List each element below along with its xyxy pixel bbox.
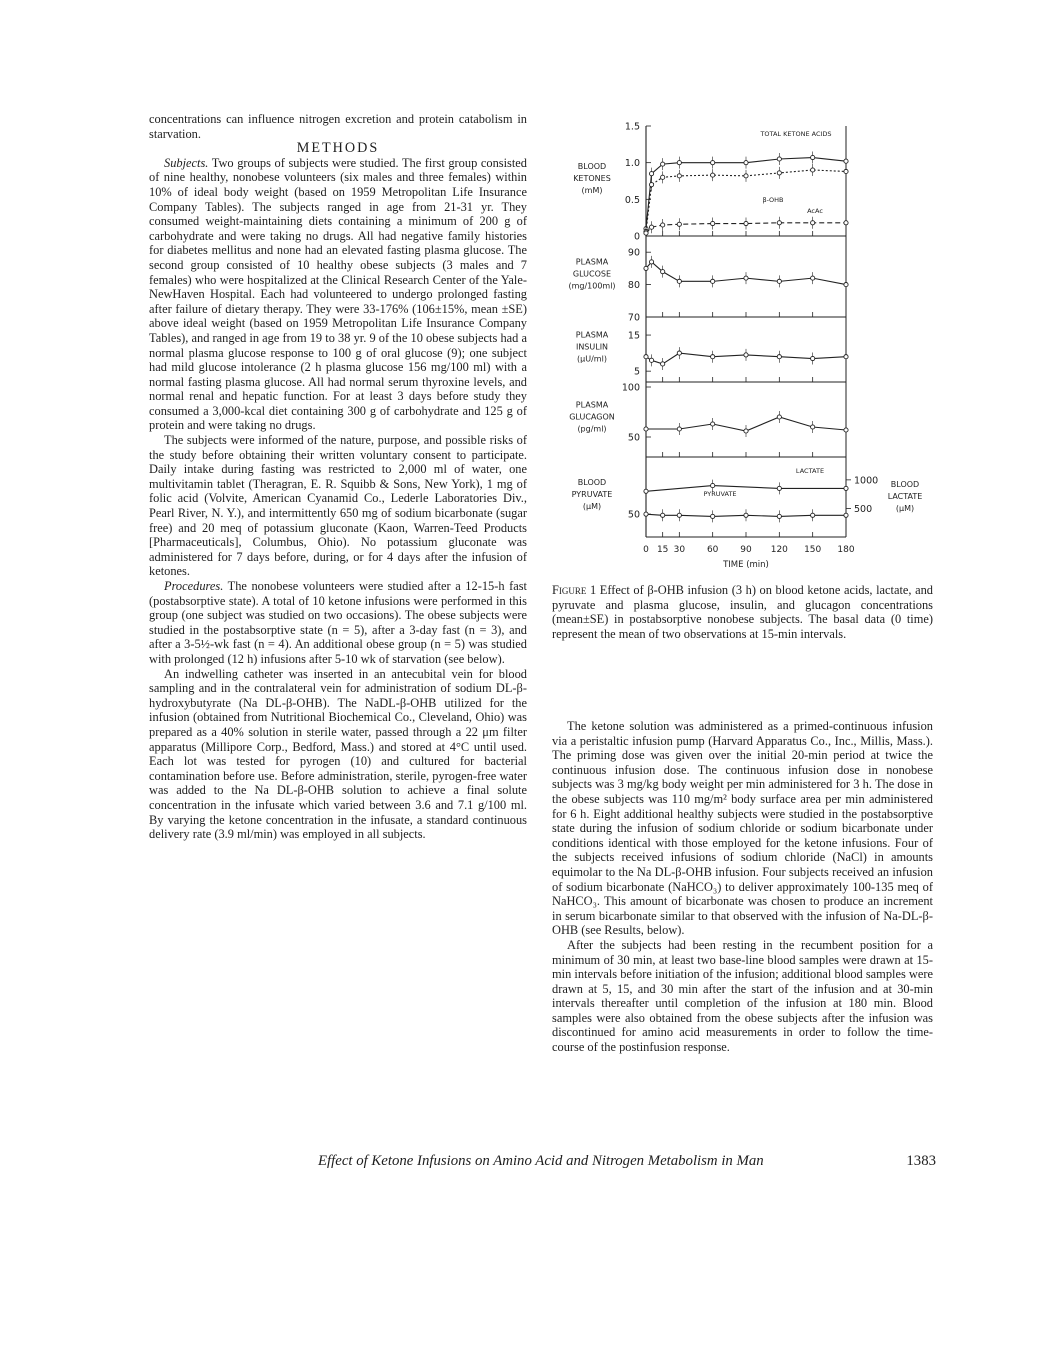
ketones-data-point — [744, 221, 748, 225]
ketones-ylabel-line: (mM) — [581, 186, 603, 195]
pyruvate-lactate-y-tick-label: 50 — [627, 509, 640, 521]
ketones-data-point — [677, 222, 681, 226]
x-axis-label: TIME (min) — [723, 560, 769, 570]
pyruvate-lactate-ylabel-line: (μM) — [582, 502, 602, 511]
ketones-y-tick-label: 0.5 — [624, 194, 640, 206]
glucose-data-point — [661, 270, 665, 274]
ketones-ylabel-line: KETONES — [573, 174, 611, 183]
intro-paragraph: concentrations can influence nitrogen excretion and protein catabolism in starvation. — [149, 112, 527, 141]
pyruvate-lactate-ylabel-line: BLOOD — [577, 478, 607, 487]
label-pyruvate: PYRUVATE — [703, 490, 737, 498]
pyruvate-lactate-data-point — [777, 486, 781, 490]
figure-1 — [560, 112, 940, 574]
caption-text: Effect of β-OHB infusion (3 h) on blood ketone acids, lactate, and pyruvate and plasma glucose, insulin, and glucagon concentrations (mean±SE) in postabsorptive nonobese subjects. The basal data (0 time) represent the mean of two observations at 15-min intervals. — [552, 583, 933, 641]
glucose-ylabel-line: PLASMA — [575, 257, 609, 267]
ketones-data-point — [649, 172, 653, 176]
pyruvate-lactate-data-point — [644, 489, 648, 493]
pyruvate-lactate-right-label-line: LACTATE — [887, 492, 923, 501]
methods-heading: METHODS — [296, 140, 380, 157]
glucose-data-point — [811, 276, 815, 280]
insulin-data-point — [677, 351, 681, 355]
right-column — [552, 719, 933, 1055]
ketones-data-point — [649, 183, 653, 187]
insulin-y-tick-label: 15 — [627, 330, 640, 342]
x-tick-label: 60 — [706, 545, 719, 555]
insulin-data-point — [661, 362, 665, 366]
pyruvate-lactate-data-point — [644, 512, 648, 516]
ketones-data-point — [844, 169, 848, 173]
insulin-data-point — [649, 358, 653, 362]
pyruvate-lactate-data-point — [677, 513, 681, 517]
glucose-data-point — [844, 283, 848, 287]
glucagon-ylabel-line: GLUCAGON — [569, 412, 615, 422]
glucagon-data-point — [711, 422, 715, 426]
glucose-data-point — [644, 266, 648, 270]
ketones-data-point — [744, 174, 748, 178]
insulin-data-point — [777, 355, 781, 359]
ketones-data-point — [644, 231, 648, 235]
pyruvate-lactate-data-point — [811, 513, 815, 517]
subjects-text: Two groups of subjects were studied. The first group consisted of nine healthy, nonobese volunteers (six males and three females) within 10% of ideal body weight (based on 1959 Metropolitan Life Insurance Company Tables). The subjects ranged in age from 21-31 yr. They consumed weight-maintaining diets containing a minimum of 200 g of carbohydrate and were taking no drugs. All had negative family histories for diabetes mellitus and none had an elevated fasting plasma glucose. The second group consisted of 10 healthy obese subjects (3 males and 7 females) who were hospitalized at the Clinical Research Center of the Yale-NewHaven Hospital. Each had volunteered to undergo prolonged fasting after failure of dietary therapy. They were 33-176% (106±15%, mean ±SE) above ideal weight (based on 1959 Metropolitan Life Insurance Company Tables), and ranged in age from 19 to 38 yr. 9 of the 10 obese subjects had a normal plasma glucose response to 100 g of oral glucose (9); one subject had mild glucose intolerance (2 h plasma glucose 156 mg/100 ml) with a normal fasting plasma glucose. All had normal serum thyroxine levels, and normal renal and hepatic function. For at least 3 days before study they consumed a 3,000-kcal diet containing 300 g of carbohydrate and 125 g of protein and were taking no drugs. — [149, 155, 527, 433]
infusion-paragraph: The ketone solution was administered as a primed-continuous infusion via a peristaltic infusion pump (Harvard Apparatus Co., Inc., Millis, Mass.). The priming dose was given over the initial 20-min period at twice the continuous infusion dose. The continuous infusion dose in nonobese subjects was 3 mg/kg body weight per min administered for 3 h. The dose in the obese subjects was 110 mg/m² body surface area per min administered for 6 h. Eight additional healthy subjects were studied in the postabsorptive state during the infusion of sodium chloride or sodium bicarbonate under conditions identical with those employed for the ketone infusions. Four of the subjects received infusions of sodium chloride (NaCl) in amounts equimolar to the Na DL-β-OHB infusion. Four subjects received an infusion of sodium bicarbonate (NaHCO₃) to deliver approximately 100-135 meq of NaHCO₃. This amount of bicarbonate was chosen to produce an increment in serum bicarbonate similar to that observed with the infusion of Na-DL-β-OHB (see Results, below). — [552, 719, 933, 938]
ketones-data-point — [661, 175, 665, 179]
glucagon-data-point — [844, 428, 848, 432]
ketones-data-point — [677, 174, 681, 178]
ketones-y-tick-label: 1.0 — [624, 158, 640, 170]
x-tick-label: 180 — [837, 545, 855, 555]
ketones-data-point — [811, 155, 815, 159]
ketones-data-point — [711, 161, 715, 165]
glucose-ylabel-line: GLUCOSE — [572, 269, 612, 279]
glucose-data-point — [777, 279, 781, 283]
insulin-data-point — [811, 356, 815, 360]
glucagon-data-point — [744, 429, 748, 433]
ketones-ylabel-line: BLOOD — [577, 162, 607, 171]
insulin-ylabel-line: INSULIN — [575, 342, 609, 352]
label-lactate: LACTATE — [795, 467, 825, 475]
x-tick-label: 120 — [770, 545, 788, 555]
ketones-data-point — [677, 161, 681, 165]
subjects-paragraph — [149, 156, 527, 433]
glucagon-ylabel-line: (pg/ml) — [577, 424, 607, 434]
ketones-data-point — [777, 221, 781, 225]
procedures-label: Procedures. — [164, 579, 224, 593]
ketones-y-tick-label: 1.5 — [624, 121, 640, 133]
pyruvate-lactate-ylabel-line: PYRUVATE — [571, 490, 613, 499]
glucagon-y-tick-label: 50 — [627, 432, 640, 444]
subjects-label: Subjects. — [164, 155, 209, 170]
sampling-paragraph: After the subjects had been resting in the recumbent position for a minimum of 30 min, at least two base-line blood samples were drawn at 15-min intervals before initiation of the infusion; additional blood samples were drawn at 5, 15, and 30 min after the start of the infusion and at 30-min intervals thereafter until completion of the infusion at 180 min. Blood samples were also obtained from the obese subjects after the infusion was discontinued for amino acid measurements in order to follow the time-course of the postinfusion response. — [552, 937, 933, 1055]
pyruvate-lactate-series-line — [646, 486, 846, 492]
pyruvate-lactate-right-tick-label: 500 — [854, 503, 873, 515]
glucagon-data-point — [777, 415, 781, 419]
insulin-y-tick-label: 5 — [633, 366, 640, 378]
pyruvate-lactate-data-point — [777, 514, 781, 518]
insulin-ylabel-line: PLASMA — [575, 330, 609, 340]
insulin-ylabel-line: (μU/ml) — [577, 354, 607, 364]
procedures-paragraph — [149, 579, 527, 667]
pyruvate-lactate-data-point — [711, 514, 715, 518]
x-tick-label: 30 — [673, 545, 686, 555]
ketones-data-point — [744, 161, 748, 165]
insulin-data-point — [711, 355, 715, 359]
x-tick-label: 90 — [740, 545, 752, 555]
label-total-ketone-acids: TOTAL KETONE ACIDS — [760, 130, 832, 138]
glucose-data-point — [649, 260, 653, 264]
x-tick-label: 15 — [656, 545, 669, 555]
pyruvate-lactate-data-point — [844, 486, 848, 490]
glucagon-data-point — [677, 427, 681, 431]
x-tick-label: 0 — [643, 545, 649, 555]
ketones-data-point — [661, 223, 665, 227]
ketones-data-point — [811, 168, 815, 172]
glucagon-ylabel-line: PLASMA — [575, 400, 609, 410]
catheter-paragraph: An indwelling catheter was inserted in an antecubital vein for blood sampling and in the contralateral vein for administration of sodium DL-β-hydroxybutyrate (Na DL-β-OHB). The NaDL-β-OHB utilized for the infusion (obtained from Nutritional Biochemical Co., Cleveland, Ohio) was prepared as a 40% solution in sterile water, passed through a 22 μm filter apparatus (Millipore Corp., Bedford, Mass.) and stored at 4°C until used. Each lot was tested for pyrogen (10) and cultured for bacterial contamination before use. Before administration, sterile, pyrogen-free water was added to the Na DL-β-OHB solution to achieve a final solute concentration in the infusate which varied between 3.6 and 7.1 g/100 ml. By varying the ketone concentration in the infusate, a standard continuous delivery rate (3.9 ml/min) was employed in all subjects. — [149, 666, 527, 842]
glucose-y-tick-label: 70 — [627, 312, 640, 324]
ketones-data-point — [777, 157, 781, 161]
ketones-data-point — [777, 171, 781, 175]
pyruvate-lactate-data-point — [844, 513, 848, 517]
ketones-data-point — [649, 225, 653, 229]
glucose-y-tick-label: 80 — [627, 280, 640, 292]
ketones-data-point — [661, 162, 665, 166]
pyruvate-lactate-right-label-line: BLOOD — [890, 480, 920, 489]
label-beta-ohb: β-OHB — [762, 196, 784, 204]
informed-paragraph: The subjects were informed of the nature, purpose, and possible risks of the study before obtaining their written voluntary consent to participate. Daily intake during fasting was restricted to 2,000 ml of water, one multivitamin tablet (Theragran, E. R. Squibb & Sons, New York), 1 mg of folic acid (Volvite, American Cyanamid Co., Lederle Laboratories Div., Pearl River, N. Y.), and intermittently 650 mg of sodium bicarbonate (sugar free) and 20 meq of potassium gluconate (Kaon, Warren-Teed Products [Pharmaceuticals], Columbus, Ohio). No potassium gluconate was administered for 7 days before, during, or for 4 days after the infusion of ketones. — [149, 433, 527, 579]
glucose-ylabel-line: (mg/100ml) — [568, 281, 616, 291]
glucagon-data-point — [644, 427, 648, 431]
pyruvate-lactate-data-point — [711, 483, 715, 487]
left-column — [149, 112, 527, 842]
pyruvate-lactate-data-point — [661, 513, 665, 517]
page-number: 1383 — [906, 1153, 936, 1169]
insulin-data-point — [744, 353, 748, 357]
pyruvate-lactate-right-label-line: (μM) — [895, 504, 915, 513]
caption-label: Figure 1 — [552, 583, 597, 597]
page-footer — [318, 1153, 936, 1170]
ketones-data-point — [711, 221, 715, 225]
figure-caption — [552, 583, 933, 641]
glucagon-data-point — [811, 425, 815, 429]
running-title: Effect of Ketone Infusions on Amino Acid and Nitrogen Metabolism in Man — [318, 1153, 764, 1169]
insulin-data-point — [644, 355, 648, 359]
ketones-data-point — [844, 159, 848, 163]
ketones-data-point — [811, 221, 815, 225]
x-tick-label: 150 — [804, 545, 822, 555]
glucose-data-point — [744, 276, 748, 280]
ketones-data-point — [844, 221, 848, 225]
pyruvate-lactate-data-point — [744, 513, 748, 517]
procedures-text: The nonobese volunteers were studied after a 12-15-h fast (postabsorptive state). A total of 10 ketone infusions were performed in this group (one subject was studied on two occasions). The obese subjects were studied in the postabsorptive state (n = 5), after a 3-day fast (n = 3), and after a 3-5½-wk fast (n = 4). An additional obese group (n = 5) was studied with prolonged (12 h) infusions after 5-10 wk of starvation (see below). — [149, 579, 527, 666]
glucagon-y-tick-label: 100 — [621, 382, 640, 394]
insulin-data-point — [844, 355, 848, 359]
glucose-y-tick-label: 90 — [627, 247, 640, 259]
glucose-data-point — [677, 279, 681, 283]
label-acac: AcAc — [807, 207, 823, 215]
pyruvate-lactate-right-tick-label: 1000 — [854, 475, 879, 487]
glucose-data-point — [711, 279, 715, 283]
ketones-data-point — [711, 173, 715, 177]
ketones-y-tick-label: 0 — [633, 231, 640, 243]
